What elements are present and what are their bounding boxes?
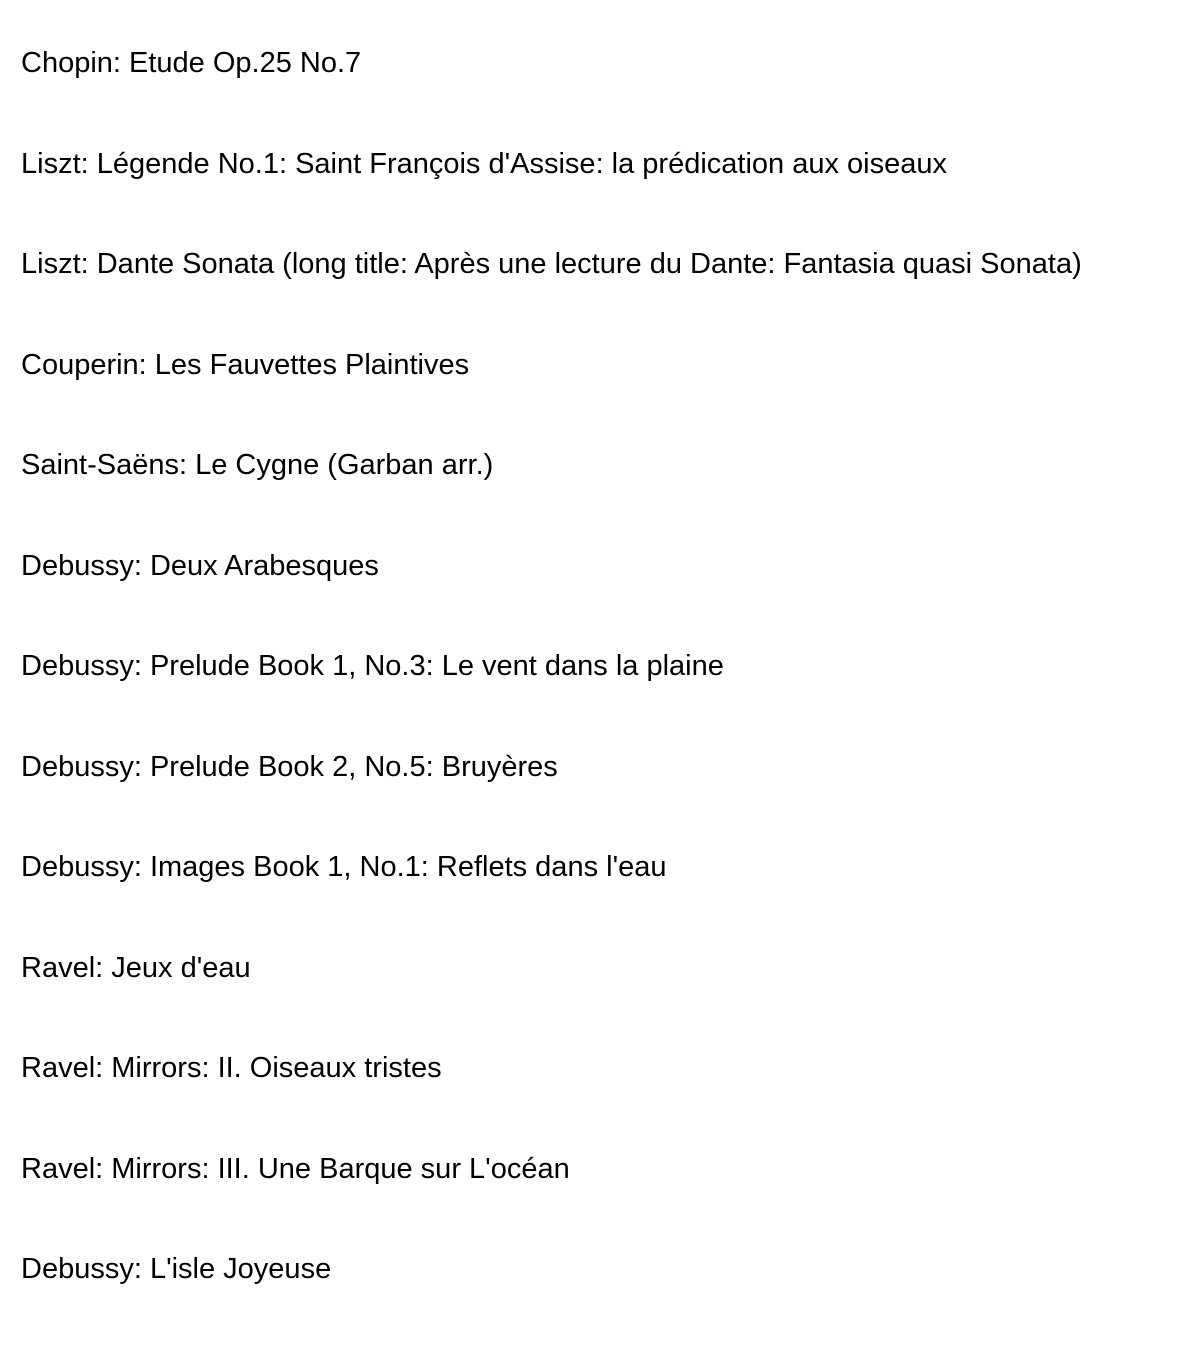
list-item: Ravel: Mirrors: III. Une Barque sur L'océan: [21, 1152, 570, 1185]
list-item: Chopin: Etude Op.25 No.7: [21, 47, 362, 79]
list-item: Liszt: Dante Sonata (long title: Après une lecture du Dante: Fantasia quasi Sonata): [21, 248, 1082, 280]
list-item: Debussy: Prelude Book 2, No.5: Bruyères: [21, 750, 558, 783]
list-item: Debussy: Images Book 1, No.1: Reflets dans l'eau: [21, 851, 667, 883]
piece-list: [21, 43, 1171, 1350]
list-item: Saint-Saëns: Le Cygne (Garban arr.): [21, 449, 494, 481]
list-item: Debussy: Prelude Book 1, No.3: Le vent dans la plaine: [21, 650, 724, 682]
list-item: Debussy: Deux Arabesques: [21, 549, 379, 582]
list-item: Debussy: L'isle Joyeuse: [21, 1253, 332, 1285]
list-item: Ravel: Mirrors: II. Oiseaux tristes: [21, 1052, 442, 1084]
list-item: Ravel: Jeux d'eau: [21, 951, 251, 984]
list-item: Liszt: Légende No.1: Saint François d'Assise: la prédication aux oiseaux: [21, 147, 948, 180]
list-item: Couperin: Les Fauvettes Plaintives: [21, 348, 470, 381]
